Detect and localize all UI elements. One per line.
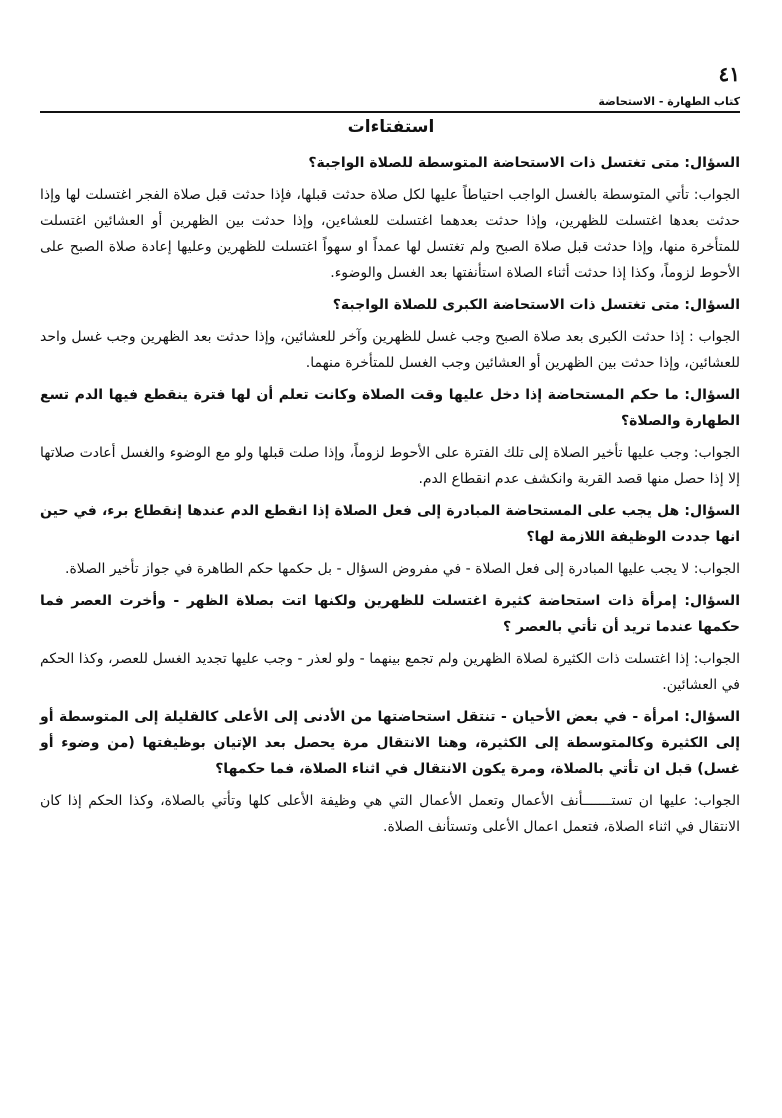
question-paragraph: السؤال: متى تغتسل ذات الاستحاضة المتوسطة للصلاة الواجبة؟: [308, 155, 740, 171]
answer-paragraph: الجواب: عليها ان تستـــــــأنف الأعمال وتعمل الأعمال التي هي وظيفة الأعلى كلها وتأتي بالصلاة، وكذا الحكم إذا كان الانتقال في اثناء الصلاة، فتعمل اعمال الأعلى وتستأنف الصلاة.: [40, 793, 740, 835]
page-number: ٤١: [718, 62, 740, 86]
running-header: كتاب الطهارة - الاستحاضة: [40, 95, 740, 113]
question-paragraph: السؤال: ما حكم المستحاضة إذا دخل عليها وقت الصلاة وكانت تعلم أن لها فترة ينقطع فيها الدم تسع الطهارة والصلاة؟: [40, 387, 740, 429]
section-title: استفتاءات: [347, 117, 435, 137]
qa-content: [40, 150, 740, 846]
question-paragraph: السؤال: متى تغتسل ذات الاستحاضة الكبرى للصلاة الواجبة؟: [332, 297, 740, 313]
question-paragraph: السؤال: هل يجب على المستحاضة المبادرة إلى فعل الصلاة إذا انقطع الدم عندها إنقطاع برء، في حين انها جددت الوظيفة اللازمة لها؟: [40, 503, 740, 545]
answer-paragraph: الجواب: إذا اغتسلت ذات الكثيرة لصلاة الظهرين ولم تجمع بينهما - ولو لعذر - وجب عليها تجديد الغسل للعصر، وكذا الحكم في العشائين.: [40, 651, 740, 693]
answer-paragraph: الجواب: وجب عليها تأخير الصلاة إلى تلك الفترة على الأحوط لزوماً، وإذا صلت قبلها ولو مع الوضوء والغسل أعادت صلاتها إلا إذا حصل منها قصد القربة وانكشف عدم انقطاع الدم.: [40, 445, 740, 487]
answer-paragraph: الجواب: لا يجب عليها المبادرة إلى فعل الصلاة - في مفروض السؤال - بل حكمها حكم الطاهرة في جواز تأخير الصلاة.: [65, 561, 740, 577]
answer-paragraph: الجواب : إذا حدثت الكبرى بعد صلاة الصبح وجب غسل للظهرين وآخر للعشائين، وإذا حدثت بعد الظهرين وجب غسل واحد للعشائين، وإذا حدثت بين الظهرين أو العشائين وجب الغسل للمتأخرة منهما.: [40, 329, 740, 371]
question-paragraph: السؤال: إمرأة ذات استحاضة كثيرة اغتسلت للظهرين ولكنها اتت بصلاة الظهر - وأخرت العصر فما حكمها عندما تريد أن تأتي بالعصر ؟: [40, 593, 740, 635]
answer-paragraph: الجواب: تأتي المتوسطة بالغسل الواجب احتياطاً عليها لكل صلاة حدثت قبلها، فإذا حدثت قبل صلاة الفجر اغتسلت لها وإذا حدثت بعدها اغتسلت للظهرين، وإذا حدثت بعدهما اغتسلت للعشاءين، وإذا حدثت بين الظهرين أو العشائين اغتسلت للمتأخرة منها، وإذا حدثت قبل صلاة الصبح ولم تغتسل لها عمداً او سهواً اغتسلت للظهرين وعليها إعادة صلاة الصبح على الأحوط لزوماً، وكذا إذا حدثت أثناء الصلاة استأنفتها بعد الغسل والوضوء.: [40, 187, 740, 281]
question-paragraph: السؤال: امرأة - في بعض الأحيان - تنتقل استحاضتها من الأدنى إلى الأعلى كالقليلة إلى المتوسطة أو إلى الكثيرة وكالمتوسطة إلى الكثيرة، وهنا الانتقال مرة يحصل بعد الإتيان بوظيفتها (من وضوء أو غسل) قبل ان تأتي بالصلاة، ومرة يكون الانتقال في اثناء الصلاة، فما حكمها؟: [40, 709, 740, 777]
